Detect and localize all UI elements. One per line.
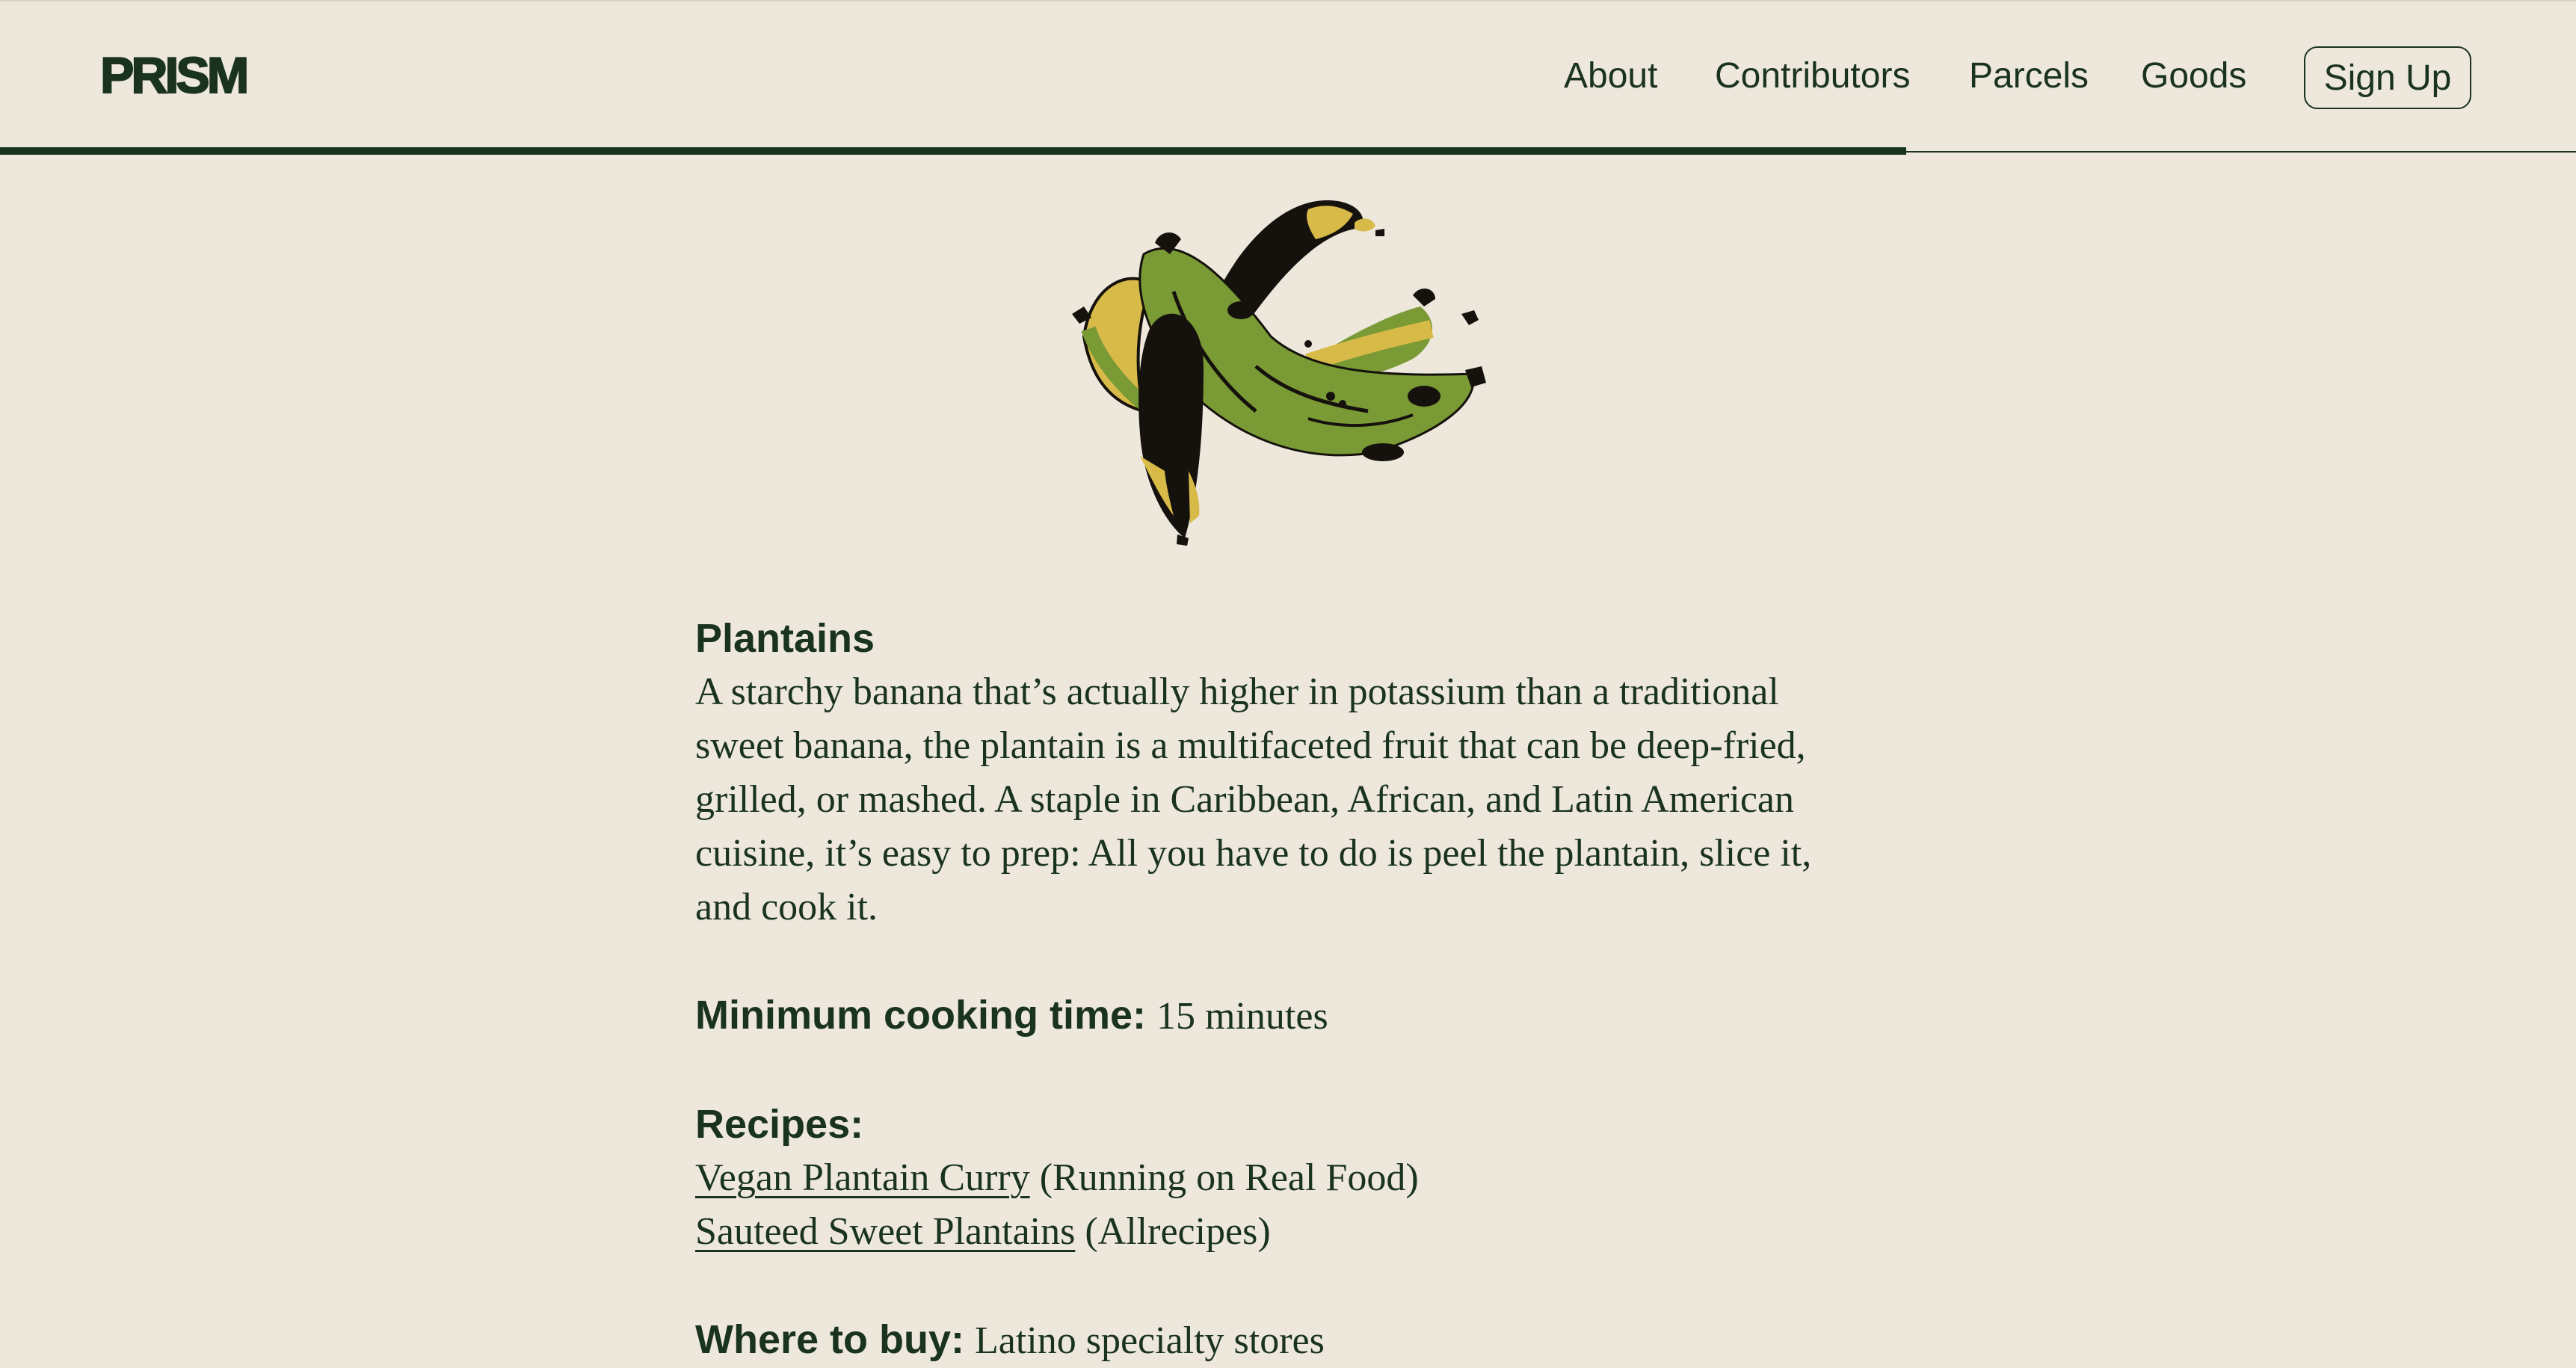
nav-link-contributors[interactable]: Contributors <box>1715 56 1911 96</box>
item-title: Plantains <box>695 616 875 661</box>
recipe-link-vegan-plantain-curry[interactable]: Vegan Plantain Curry <box>695 1156 1030 1199</box>
main-content <box>695 611 1861 1368</box>
recipe-link-sauteed-sweet-plantains[interactable]: Sauteed Sweet Plantains <box>695 1210 1076 1253</box>
cooking-time-value: 15 minutes <box>1156 995 1328 1038</box>
recipes-label: Recipes: <box>695 1102 864 1147</box>
plantains-illustration <box>1061 187 1510 546</box>
sign-up-button[interactable]: Sign Up <box>2304 46 2471 109</box>
recipe-item <box>695 1151 1861 1205</box>
main-nav <box>0 1 2576 154</box>
recipe-source: (Running on Real Food) <box>1039 1156 1419 1199</box>
nav-link-about[interactable]: About <box>1564 56 1658 96</box>
where-to-buy-row <box>695 1313 1861 1368</box>
cooking-time-row <box>695 988 1861 1044</box>
reading-progress-bar <box>0 147 1906 155</box>
recipes-section <box>695 1097 1861 1259</box>
recipe-item <box>695 1205 1861 1259</box>
recipe-source: (Allrecipes) <box>1085 1210 1271 1253</box>
where-to-buy-label: Where to buy: <box>695 1317 964 1362</box>
cooking-time-label: Minimum cooking time: <box>695 993 1147 1038</box>
where-to-buy-value: Latino specialty stores <box>975 1319 1325 1362</box>
nav-link-parcels[interactable]: Parcels <box>1969 56 2089 96</box>
nav-link-goods[interactable]: Goods <box>2141 56 2247 96</box>
item-description: A starchy banana that’s actually higher in potassium than a traditional sweet banana, the plantain is a multifaceted fruit that can be deep-fried, grilled, or mashed. A staple in Caribbean, African, and Latin American cuisine, it’s easy to prep: All you have to do is peel the plantain, slice it, and cook it. <box>695 671 1812 928</box>
prism-logo[interactable]: PRISM <box>100 47 247 104</box>
site-header <box>0 0 2576 154</box>
